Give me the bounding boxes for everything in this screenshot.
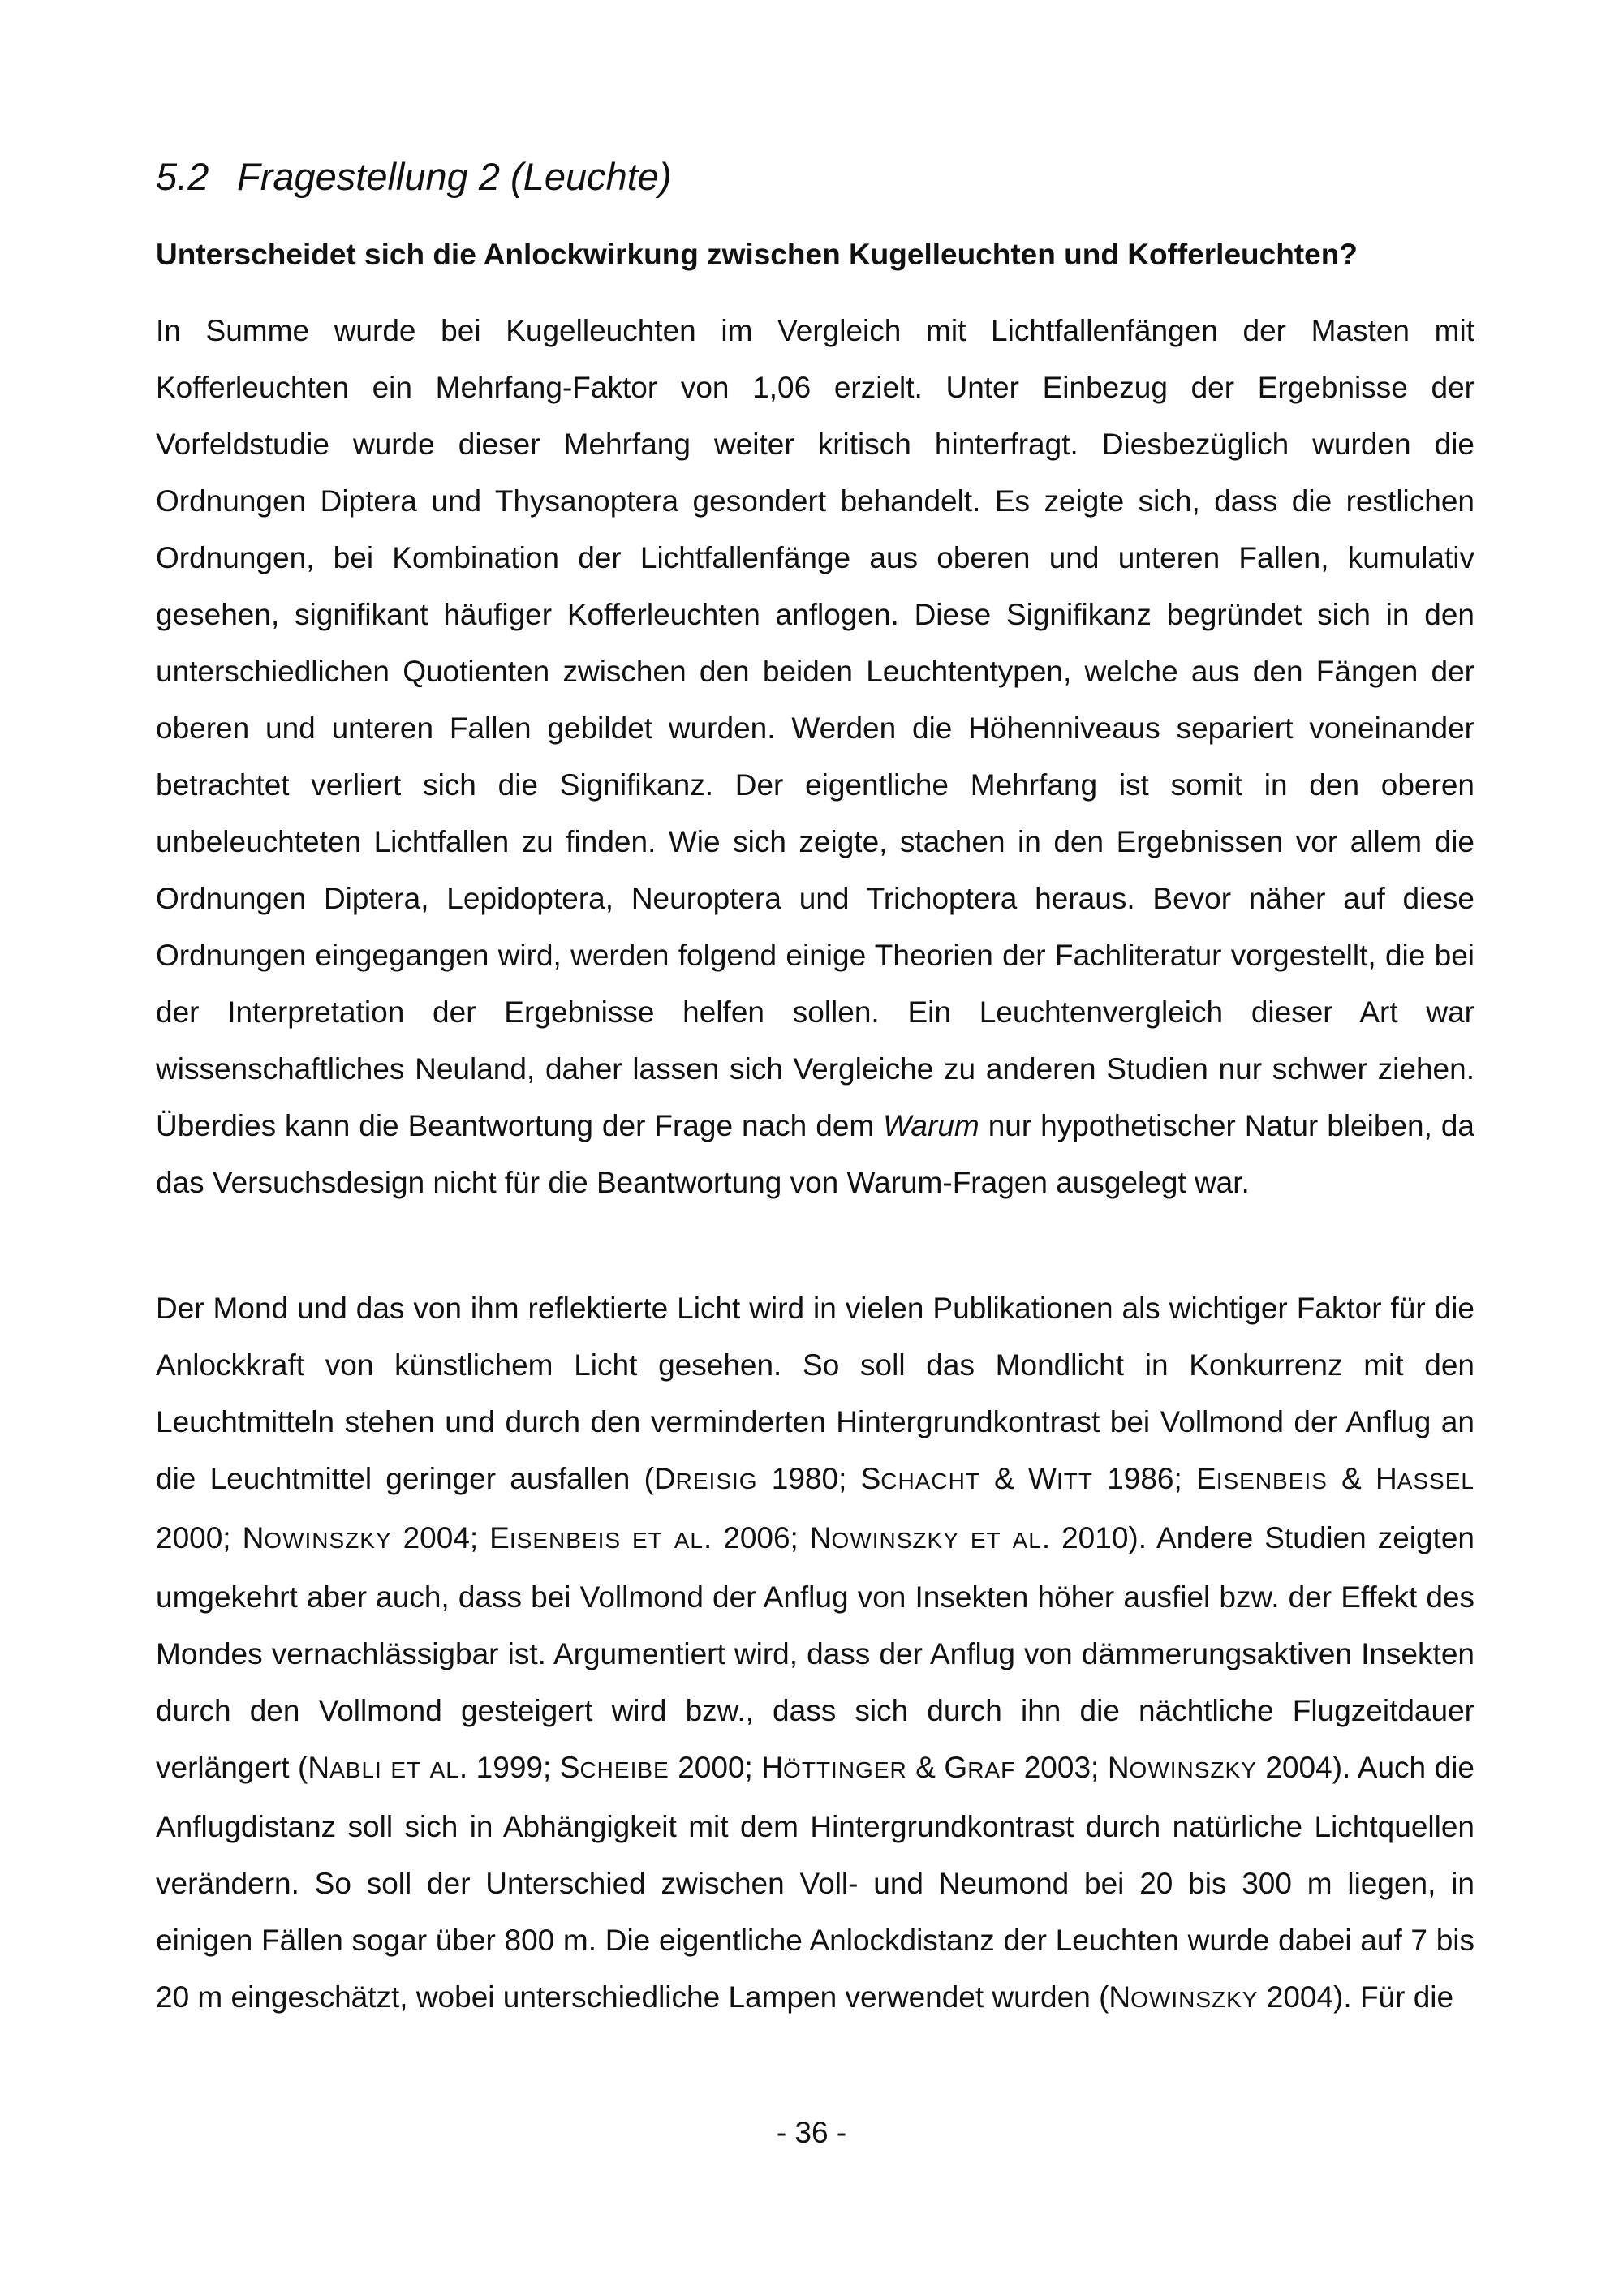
paragraph-2-text: 2000;	[669, 1751, 762, 1784]
citation-author: EISENBEIS ET AL.	[489, 1521, 712, 1554]
page-number: - 36 -	[776, 2116, 847, 2149]
paragraph-2-text: Der Mond und das von ihm reflektierte Licht wird in vielen Publikationen als wichtiger Faktor für die Anlockkraft von künstlichem Licht gesehen. So soll das Mondlicht in Konkurrenz mit den Leuchtmitteln stehen und durch den verminderten Hintergrundkontrast bei Vollmond der Anflug an die Leuchtmittel geringer ausfallen (	[156, 1292, 1474, 1495]
citation-author: NOWINSZKY	[242, 1521, 392, 1554]
paragraph-1-text-b: nur hypothetischer Natur bleiben, da das Versuchsdesign nicht für die Beantwortung von Warum-Fragen ausgelegt war.	[156, 1109, 1474, 1199]
citation-author: EISENBEIS	[1196, 1462, 1328, 1495]
citation-author: NABLI ET AL.	[308, 1751, 468, 1784]
paragraph-1	[156, 303, 1474, 1211]
section-title: Fragestellung 2 (Leuchte)	[237, 155, 672, 198]
paragraph-2-text: &	[906, 1751, 945, 1784]
paragraph-2-text: 2006;	[712, 1521, 810, 1554]
citation-author: HASSEL	[1375, 1462, 1474, 1495]
paragraph-1-text-a: In Summe wurde bei Kugelleuchten im Vergleich mit Lichtfallenfängen der Masten mit Kofferleuchten ein Mehrfang-Faktor von 1,06 erzielt. Unter Einbezug der Ergebnisse der Vorfeldstudie wurde dieser Mehrfang weiter kritisch hinterfragt. Diesbezüglich wurden die Ordnungen Diptera und Thysanoptera gesondert behandelt. Es zeigte sich, dass die restlichen Ordnungen, bei Kombination der Lichtfallenfänge aus oberen und unteren Fallen, kumulativ gesehen, signifikant häufiger Kofferleuchten anflogen. Diese Signifikanz begründet sich in den unterschiedlichen Quotienten zwischen den beiden Leuchtentypen, welche aus den Fängen der oberen und unteren Fallen gebildet wurden. Werden die Höhenniveaus separiert voneinander betrachtet verliert sich die Signifikanz. Der eigentliche Mehrfang ist somit in den oberen unbeleuchteten Lichtfallen zu finden. Wie sich zeigte, stachen in den Ergebnissen vor allem die Ordnungen Diptera, Lepidoptera, Neuroptera und Trichoptera heraus. Bevor näher auf diese Ordnungen eingegangen wird, werden folgend einige Theorien der Fachliteratur vorgestellt, die bei der Interpretation der Ergebnisse helfen sollen. Ein Leuchtenvergleich dieser Art war wissenschaftliches Neuland, daher lassen sich Vergleiche zu anderen Studien nur schwer ziehen. Überdies kann die Beantwortung der Frage nach dem	[156, 314, 1474, 1142]
paragraph-2-text: 2004). Für die	[1258, 1980, 1454, 2014]
section-heading	[156, 154, 672, 199]
citation-author: DREISIG	[653, 1462, 758, 1495]
citation-author: GRAF	[944, 1751, 1016, 1784]
citation-author: SCHACHT	[860, 1462, 980, 1495]
paragraph-2-text: 2004;	[391, 1521, 490, 1554]
citation-author: NOWINSZKY	[1107, 1751, 1257, 1784]
paragraph-2-text: 1999;	[467, 1751, 560, 1784]
paragraph-1-emphasis: Warum	[883, 1109, 979, 1142]
citation-author: WITT	[1028, 1462, 1093, 1495]
paragraph-2-text: &	[1327, 1462, 1375, 1495]
research-question: Unterscheidet sich die Anlockwirkung zwischen Kugelleuchten und Kofferleuchten?	[156, 238, 1358, 271]
paragraph-2-text: 1980;	[757, 1462, 861, 1495]
paragraph-2-text: &	[979, 1462, 1029, 1495]
citation-author: NOWINSZKY ET AL.	[809, 1521, 1051, 1554]
paragraph-2-text: 2010). Andere Studien zeigten umgekehrt aber auch, dass bei Vollmond der Anflug von Insekten höher ausfiel bzw. der Effekt des Mondes vernachlässigbar ist. Argumentiert wird, dass der Anflug von dämmerungsaktiven Insekten durch den Vollmond gesteigert wird bzw., dass sich durch ihn die nächtliche Flugzeitdauer verlängert (	[156, 1521, 1474, 1784]
paragraph-2-text: 2000;	[156, 1521, 243, 1554]
paragraph-2	[156, 1280, 1474, 2028]
paragraph-2-text: 1986;	[1092, 1462, 1196, 1495]
citation-author: SCHEIBE	[559, 1751, 669, 1784]
citation-author: NOWINSZKY	[1109, 1980, 1259, 2014]
section-number: 5.2	[156, 155, 209, 198]
citation-author: HÖTTINGER	[761, 1751, 907, 1784]
paragraph-2-text: 2004). Auch die Anflugdistanz soll sich in Abhängigkeit mit dem Hintergrundkontrast durch natürliche Lichtquellen verändern. So soll der Unterschied zwischen Voll- und Neumond bei 20 bis 300 m liegen, in einigen Fällen sogar über 800 m. Die eigentliche Anlockdistanz der Leuchten wurde dabei auf 7 bis 20 m eingeschätzt, wobei unterschiedliche Lampen verwendet wurden (	[156, 1751, 1474, 2014]
paragraph-2-text: 2003;	[1015, 1751, 1108, 1784]
